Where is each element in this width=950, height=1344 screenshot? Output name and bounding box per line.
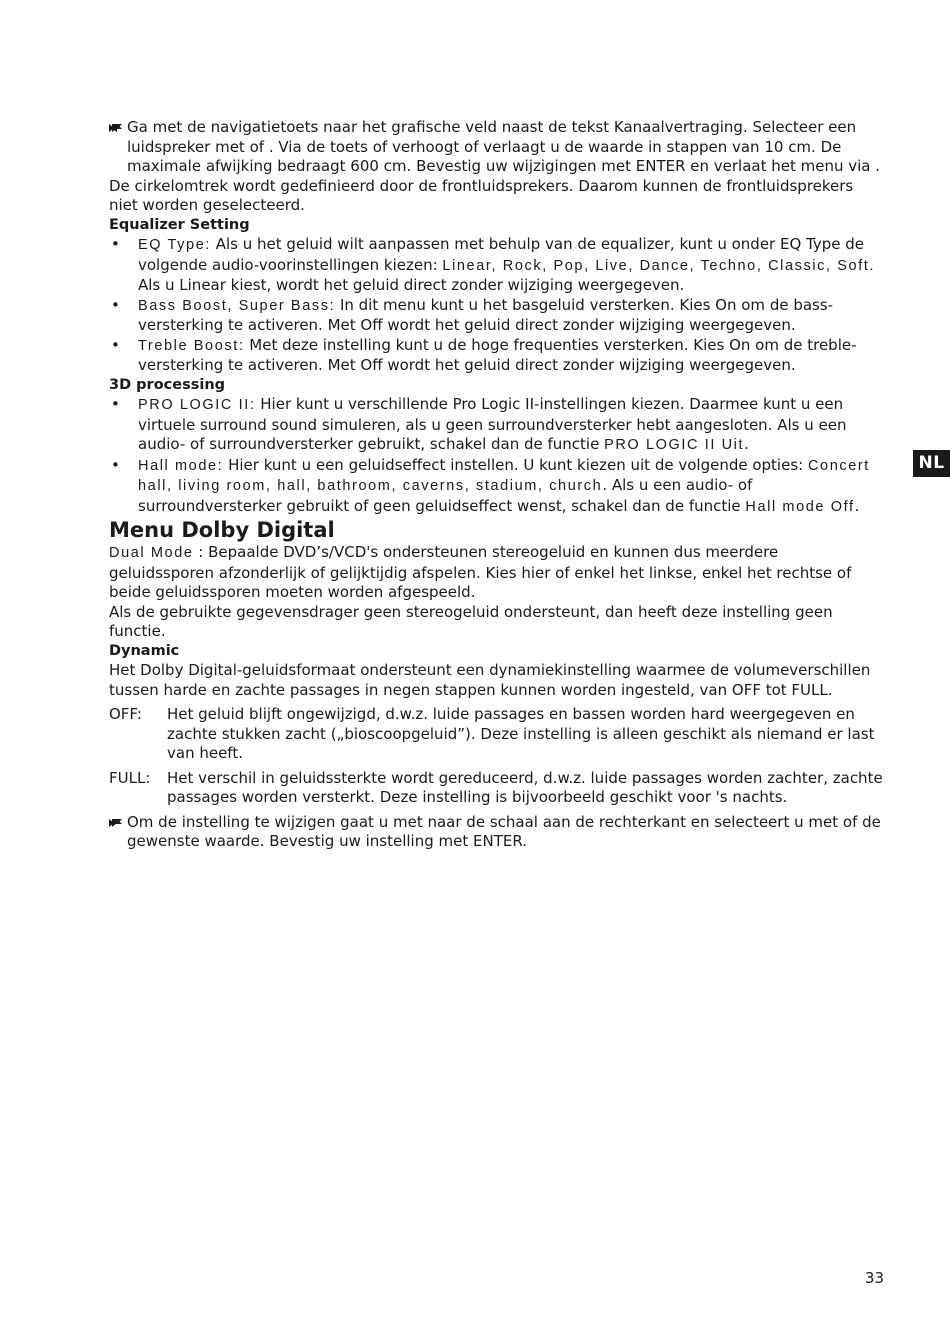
term: Treble Boost: (138, 337, 245, 354)
list-item (109, 235, 884, 296)
arrow-left-icon (112, 124, 117, 132)
equalizer-heading: Equalizer Setting (109, 216, 250, 233)
step-text-2: naar het grafische veld naast de tekst Kanaalvertraging. Selecteer een luidspreker met (127, 118, 857, 156)
description: : Bepaalde DVD’s/VCD's ondersteunen stereogeluid en kunnen dus meerdere geluidssporen afzonderlijk of gelijktijdig afspelen. Kies hier of enkel het linkse, enkel het rechtse of beide geluidssporen moeten worden afgespeeld. (109, 543, 852, 601)
processing-heading: 3D processing (109, 376, 226, 393)
term: EQ Type: (138, 237, 211, 253)
step-text-7: . (875, 157, 881, 175)
page-number: 33 (864, 1269, 884, 1287)
term: Bass Boost, Super Bass: (138, 297, 336, 314)
definition-term: FULL: (109, 768, 151, 787)
dynamic-heading: Dynamic (109, 642, 180, 659)
options: Concert hall, living room, hall, bathroom, caverns, stadium, church (138, 457, 870, 494)
description: Hier kunt u verschillende Pro Logic II-instellingen kiezen. Daarmee kunt u een virtuele surround sound simuleren, als u geen surroundversterker hebt aangesloten. Als u een audio- of surroundversterker gebruikt, schakel dan de functie (138, 395, 847, 453)
description: . Als u een audio- of surroundversterker gebruikt of geen geluidseffect wenst, schakel dan de functie (138, 476, 753, 515)
term: PRO LOGIC II Uit (604, 437, 745, 453)
description: . (854, 496, 860, 515)
description: Hier kunt u een geluidseffect instellen. U kunt kiezen uit de volgende opties: (223, 455, 808, 474)
step-text-6: verhoogt of verlaagt u de waarde in stappen van 10 cm. De maximale afwijking bedraagt 600 cm. Bevestig uw wijzigingen met ENTER en verlaat het menu via (127, 137, 871, 175)
description: Als u het geluid wilt aanpassen met behulp van de equalizer, kunt u onder EQ Type de volgende audio-voorinstellingen kiezen: (138, 235, 865, 274)
term: PRO LOGIC II: (138, 397, 256, 413)
enter-key-text: ENTER (473, 832, 523, 850)
channel-delay-step (109, 118, 884, 177)
description: In dit menu kunt u het basgeluid versterken. Kies On om de bass-versterking te activeren. Met Off wordt het geluid direct zonder wijziging weergegeven. (138, 295, 834, 334)
step-text-1: Om de instelling te wijzigen gaat u met (127, 812, 423, 831)
options: Linear, Rock, Pop, Live, Dance, Techno, Classic, Soft. (442, 257, 876, 274)
equalizer-list (109, 235, 884, 376)
list-item (109, 336, 884, 376)
term: Dual Mode (109, 545, 194, 561)
step-text-3: of (249, 137, 265, 156)
dynamic-definitions (109, 705, 884, 808)
list-item (109, 395, 884, 456)
front-speaker-note: De cirkelomtrek wordt gedefinieerd door de frontluidsprekers. Daarom kunnen de frontluidsprekers niet worden geselecteerd. (109, 176, 854, 214)
processing-list (109, 395, 884, 517)
step-text-1: Ga met de navigatietoets (127, 118, 319, 136)
step-text-3: of (842, 812, 858, 831)
dolby-heading: Menu Dolby Digital (109, 518, 335, 542)
list-item (109, 296, 884, 336)
step-text-6: . (522, 832, 528, 850)
dolby-note: Als de gebruikte gegevensdrager geen stereogeluid ondersteunt, dan heeft deze instelling geen functie. (109, 602, 833, 640)
definition-description: Het geluid blijft ongewijzigd, d.w.z. luide passages en bassen worden hard weergegeven en zachte stukken zacht („bioscoopgeluid”). Deze instelling is alleen geschikt als niemand er last van heeft. (167, 705, 875, 762)
definition-description: Het verschil in geluidssterkte wordt gereduceerd, d.w.z. luide passages worden zachter, zachte passages worden versterkt. Deze instelling is bijvoorbeeld geschikt voor 's nachts. (167, 768, 883, 806)
list-item (109, 456, 884, 518)
description: Met deze instelling kunt u de hoge frequenties versterken. Kies On om de treble-versterking te activeren. Met Off wordt het geluid direct zonder wijziging weergegeven. (138, 335, 857, 374)
dynamic-intro: Het Dolby Digital-geluidsformaat ondersteunt een dynamiekinstelling waarmee de volumeverschillen tussen harde en zachte passages in negen stappen kunnen worden ingesteld, van OFF tot FULL. (109, 661, 871, 699)
term: Hall mode Off (745, 498, 855, 515)
step-text-5: of (372, 137, 388, 156)
step-text-4: . Via de toets (268, 137, 368, 156)
definition-term: OFF: (109, 705, 142, 723)
definition-row (109, 769, 884, 808)
description: Als u Linear kiest, wordt het geluid direct zonder wijziging weergegeven. (138, 276, 685, 294)
arrow-up-icon (112, 819, 122, 824)
dual-mode-paragraph (109, 543, 884, 603)
language-tab: NL (913, 450, 950, 477)
description: . (744, 435, 749, 453)
page-content (109, 118, 884, 852)
dynamic-step (109, 813, 884, 852)
definition-row (109, 705, 884, 764)
step-text-2: naar de schaal aan de rechterkant en selecteert u met (427, 812, 839, 831)
term: Hall mode: (138, 457, 224, 474)
step-text-4: de gewenste waarde. Bevestig uw instelling met (127, 812, 881, 850)
